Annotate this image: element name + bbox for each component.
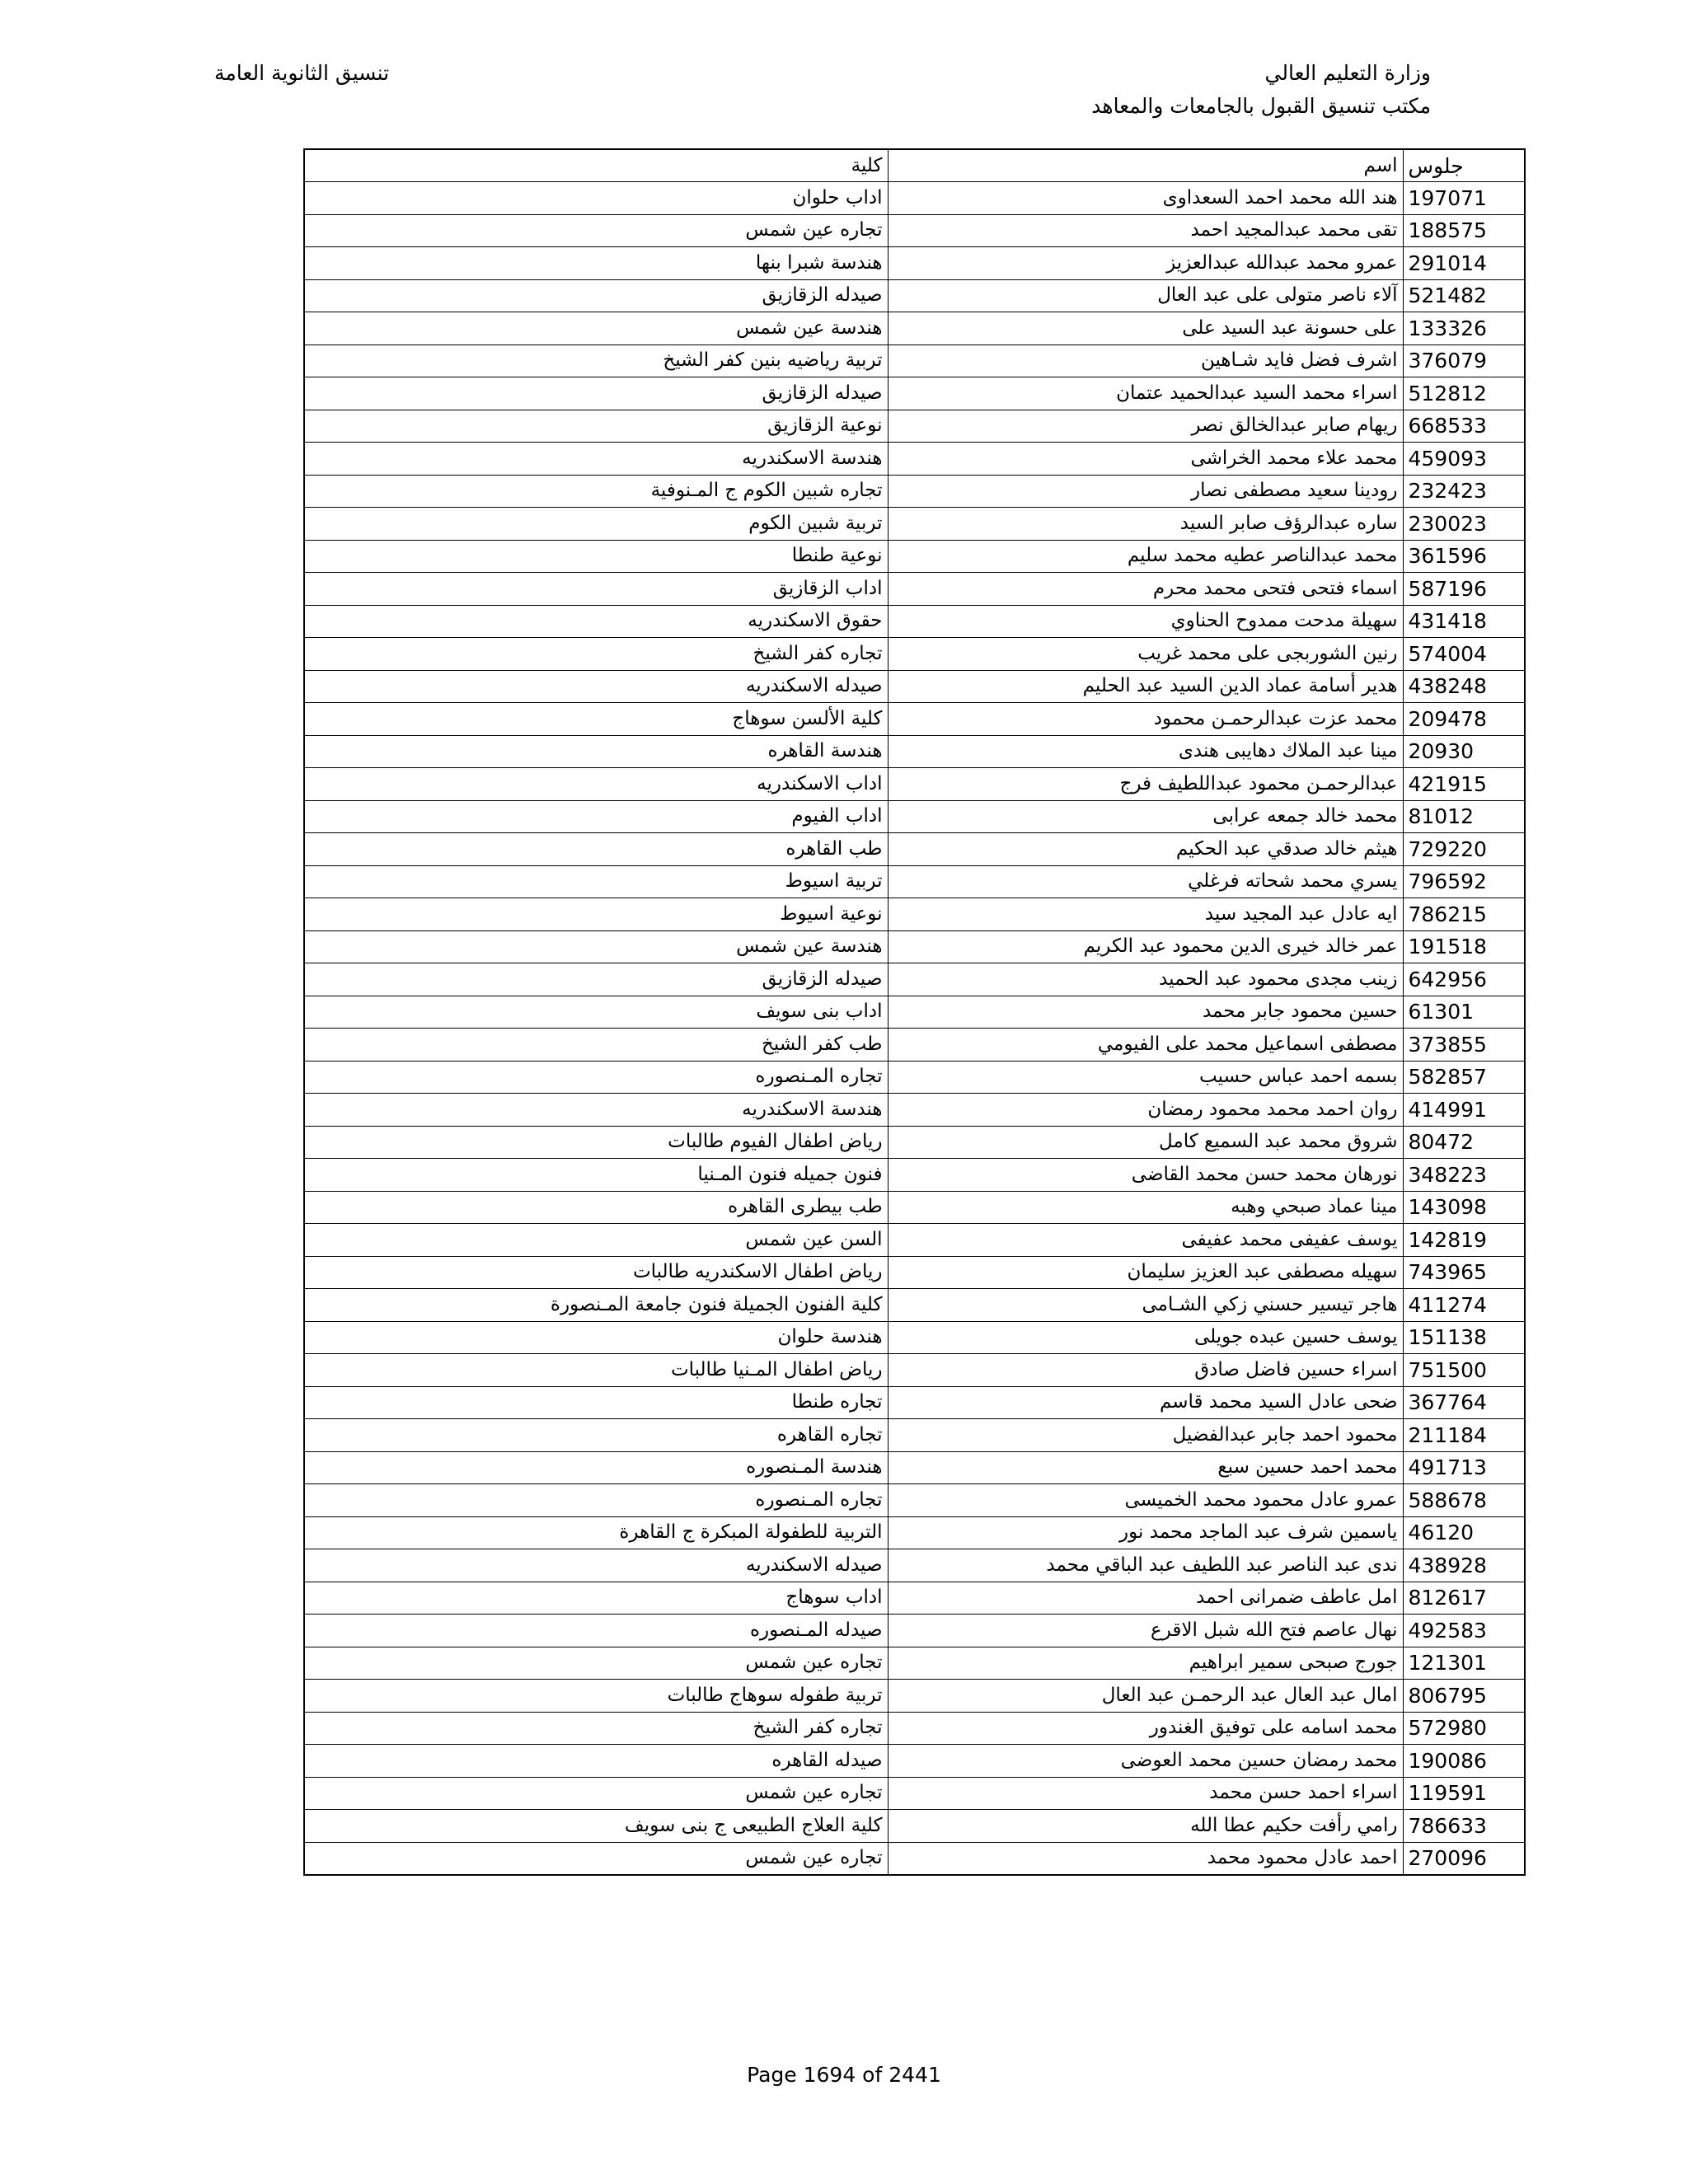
table-row: [304, 833, 1525, 866]
student-name-cell: محمد اسامه على توفيق الغندور: [888, 1712, 1403, 1745]
faculty-cell: اداب الزقازيق: [304, 573, 888, 606]
table-row: [304, 1680, 1525, 1713]
student-name-cell: مينا عبد الملاك دهايبى هندى: [888, 735, 1403, 768]
seat-number-cell: 61301: [1403, 996, 1525, 1029]
student-name-cell: ريهام صابر عبدالخالق نصر: [888, 410, 1403, 443]
seat-number-cell: 80472: [1403, 1126, 1525, 1159]
table-row: [304, 735, 1525, 768]
student-name-cell: ندى عبد الناصر عبد اللطيف عبد الباقي محمد: [888, 1549, 1403, 1582]
student-name-cell: نهال عاصم فتح الله شبل الاقرع: [888, 1615, 1403, 1647]
table-row: [304, 865, 1525, 898]
table-row: [304, 930, 1525, 963]
faculty-cell: كلية الفنون الجميلة فنون جامعة المـنصورة: [304, 1289, 888, 1322]
table-row: [304, 410, 1525, 443]
table-row: [304, 1386, 1525, 1419]
student-name-cell: ضحى عادل السيد محمد قاسم: [888, 1386, 1403, 1419]
table-row: [304, 1256, 1525, 1289]
table-row: [304, 768, 1525, 801]
coordination-title: تنسيق الثانوية العامة: [214, 61, 390, 85]
faculty-cell: تجاره طنطا: [304, 1386, 888, 1419]
student-name-cell: على حسونة عبد السيد على: [888, 312, 1403, 345]
faculty-cell: صيدله المـنصوره: [304, 1615, 888, 1647]
student-name-cell: يوسف حسين عبده جويلى: [888, 1321, 1403, 1354]
faculty-cell: التربية للطفولة المبكرة ج القاهرة: [304, 1516, 888, 1549]
table-row: [304, 1126, 1525, 1159]
table-row: [304, 1745, 1525, 1778]
table-row: [304, 1647, 1525, 1680]
seat-number-cell: 587196: [1403, 573, 1525, 606]
seat-number-cell: 751500: [1403, 1354, 1525, 1387]
faculty-cell: طب القاهره: [304, 833, 888, 866]
student-name-cell: يسري محمد شحاته فرغلي: [888, 865, 1403, 898]
student-name-cell: آلاء ناصر متولى على عبد العال: [888, 279, 1403, 312]
seat-number-cell: 291014: [1403, 247, 1525, 280]
seat-number-cell: 376079: [1403, 344, 1525, 377]
faculty-cell: نوعية الزقازيق: [304, 410, 888, 443]
table-row: [304, 1615, 1525, 1647]
table-row: [304, 1029, 1525, 1062]
table-row: [304, 1191, 1525, 1224]
seat-number-cell: 459093: [1403, 443, 1525, 476]
seat-number-cell: 151138: [1403, 1321, 1525, 1354]
page-number: Page 1694 of 2441: [747, 2063, 941, 2087]
student-name-cell: يوسف عفيفى محمد عفيفى: [888, 1224, 1403, 1257]
table-row: [304, 638, 1525, 671]
faculty-cell: تجاره شبين الكوم ج المـنوفية: [304, 475, 888, 508]
student-name-cell: اشرف فضل فايد شـاهين: [888, 344, 1403, 377]
student-name-cell: سهيله مصطفى عبد العزيز سليمان: [888, 1256, 1403, 1289]
table-row: [304, 443, 1525, 476]
seat-number-cell: 230023: [1403, 508, 1525, 541]
faculty-cell: تربية رياضيه بنين كفر الشيخ: [304, 344, 888, 377]
seat-number-cell: 46120: [1403, 1516, 1525, 1549]
student-name-cell: محمد احمد حسين سبع: [888, 1451, 1403, 1484]
seat-number-cell: 582857: [1403, 1061, 1525, 1094]
student-name-cell: بسمه احمد عباس حسيب: [888, 1061, 1403, 1094]
seat-number-cell: 232423: [1403, 475, 1525, 508]
faculty-cell: تجاره عين شمس: [304, 214, 888, 247]
student-name-cell: عمرو محمد عبدالله عبدالعزيز: [888, 247, 1403, 280]
table-row: [304, 508, 1525, 541]
faculty-cell: هندسة المـنصوره: [304, 1451, 888, 1484]
faculty-cell: هندسة الاسكندريه: [304, 1094, 888, 1127]
faculty-cell: اداب حلوان: [304, 182, 888, 215]
faculty-cell: نوعية اسيوط: [304, 898, 888, 931]
faculty-cell: صيدله الاسكندريه: [304, 670, 888, 703]
faculty-cell: تربية شبين الكوم: [304, 508, 888, 541]
seat-number-cell: 81012: [1403, 800, 1525, 833]
student-name-cell: روان احمد محمد محمود رمضان: [888, 1094, 1403, 1127]
seat-number-cell: 142819: [1403, 1224, 1525, 1257]
column-header-name: اسم: [888, 149, 1403, 182]
student-name-cell: مصطفى اسماعيل محمد على الفيومي: [888, 1029, 1403, 1062]
table-row: [304, 214, 1525, 247]
student-name-cell: عمرو عادل محمود محمد الخميسى: [888, 1484, 1403, 1517]
student-name-cell: عبدالرحمـن محمود عبداللطيف فرج: [888, 768, 1403, 801]
faculty-cell: صيدله الزقازيق: [304, 963, 888, 996]
student-name-cell: محمد خالد جمعه عرابى: [888, 800, 1403, 833]
faculty-cell: تجاره كفر الشيخ: [304, 638, 888, 671]
seat-number-cell: 743965: [1403, 1256, 1525, 1289]
faculty-cell: هندسة شبرا بنها: [304, 247, 888, 280]
seat-number-cell: 438928: [1403, 1549, 1525, 1582]
table-row: [304, 1549, 1525, 1582]
student-name-cell: جورج صبحى سمير ابراهيم: [888, 1647, 1403, 1680]
seat-number-cell: 588678: [1403, 1484, 1525, 1517]
student-name-cell: هيثم خالد صدقي عبد الحكيم: [888, 833, 1403, 866]
student-name-cell: شروق محمد عبد السميع كامل: [888, 1126, 1403, 1159]
seat-number-cell: 209478: [1403, 703, 1525, 736]
table-row: [304, 1842, 1525, 1875]
table-row: [304, 1419, 1525, 1452]
column-header-seat: جلوس: [1403, 149, 1525, 182]
student-name-cell: اسماء فتحى فتحى محمد محرم: [888, 573, 1403, 606]
seat-number-cell: 574004: [1403, 638, 1525, 671]
student-name-cell: مينا عماد صبحي وهبه: [888, 1191, 1403, 1224]
student-name-cell: رنين الشوربجى على محمد غريب: [888, 638, 1403, 671]
table-row: [304, 800, 1525, 833]
faculty-cell: تجاره المـنصوره: [304, 1484, 888, 1517]
student-name-cell: ياسمين شرف عبد الماجد محمد نور: [888, 1516, 1403, 1549]
table-row: [304, 1224, 1525, 1257]
table-row: [304, 1289, 1525, 1322]
seat-number-cell: 348223: [1403, 1159, 1525, 1192]
table-row: [304, 540, 1525, 573]
results-table: [303, 148, 1526, 1876]
seat-number-cell: 438248: [1403, 670, 1525, 703]
table-row: [304, 247, 1525, 280]
seat-number-cell: 191518: [1403, 930, 1525, 963]
seat-number-cell: 491713: [1403, 1451, 1525, 1484]
student-name-cell: محمد عزت عبدالرحمـن محمود: [888, 703, 1403, 736]
faculty-cell: اداب الاسكندريه: [304, 768, 888, 801]
student-name-cell: محمود احمد جابر عبدالفضيل: [888, 1419, 1403, 1452]
student-name-cell: رامي رأفت حكيم عطا الله: [888, 1810, 1403, 1843]
table-row: [304, 344, 1525, 377]
student-name-cell: هاجر تيسير حسني زكي الشـامى: [888, 1289, 1403, 1322]
faculty-cell: هندسة الاسكندريه: [304, 443, 888, 476]
seat-number-cell: 786633: [1403, 1810, 1525, 1843]
seat-number-cell: 373855: [1403, 1029, 1525, 1062]
faculty-cell: طب بيطرى القاهره: [304, 1191, 888, 1224]
student-name-cell: احمد عادل محمود محمد: [888, 1842, 1403, 1875]
student-name-cell: امال عبد العال عبد الرحمـن عبد العال: [888, 1680, 1403, 1713]
table-row: [304, 1810, 1525, 1843]
table-row: [304, 1582, 1525, 1615]
table-row: [304, 1484, 1525, 1517]
faculty-cell: صيدله الاسكندريه: [304, 1549, 888, 1582]
column-header-faculty: كلية: [304, 149, 888, 182]
faculty-cell: هندسة عين شمس: [304, 930, 888, 963]
faculty-cell: تجاره المـنصوره: [304, 1061, 888, 1094]
faculty-cell: رياض اطفال الاسكندريه طالبات: [304, 1256, 888, 1289]
student-name-cell: هند الله محمد احمد السعداوى: [888, 182, 1403, 215]
table-row: [304, 1712, 1525, 1745]
table-row: [304, 703, 1525, 736]
table-row: [304, 279, 1525, 312]
table-row: [304, 605, 1525, 638]
seat-number-cell: 521482: [1403, 279, 1525, 312]
seat-number-cell: 361596: [1403, 540, 1525, 573]
student-name-cell: محمد علاء محمد الخراشى: [888, 443, 1403, 476]
student-name-cell: امل عاطف ضمرانى احمد: [888, 1582, 1403, 1615]
table-row: [304, 1516, 1525, 1549]
table-header-row: [304, 149, 1525, 182]
seat-number-cell: 121301: [1403, 1647, 1525, 1680]
seat-number-cell: 211184: [1403, 1419, 1525, 1452]
seat-number-cell: 806795: [1403, 1680, 1525, 1713]
faculty-cell: تجاره القاهره: [304, 1419, 888, 1452]
table-row: [304, 1354, 1525, 1387]
seat-number-cell: 668533: [1403, 410, 1525, 443]
student-name-cell: ساره عبدالرؤف صابر السيد: [888, 508, 1403, 541]
seat-number-cell: 492583: [1403, 1615, 1525, 1647]
seat-number-cell: 197071: [1403, 182, 1525, 215]
faculty-cell: رياض اطفال المـنيا طالبات: [304, 1354, 888, 1387]
seat-number-cell: 133326: [1403, 312, 1525, 345]
student-name-cell: تقى محمد عبدالمجيد احمد: [888, 214, 1403, 247]
seat-number-cell: 786215: [1403, 898, 1525, 931]
seat-number-cell: 414991: [1403, 1094, 1525, 1127]
seat-number-cell: 512812: [1403, 377, 1525, 410]
student-name-cell: رودينا سعيد مصطفى نصار: [888, 475, 1403, 508]
faculty-cell: اداب الفيوم: [304, 800, 888, 833]
student-name-cell: اسراء محمد السيد عبدالحميد عتمان: [888, 377, 1403, 410]
faculty-cell: تجاره عين شمس: [304, 1842, 888, 1875]
seat-number-cell: 812617: [1403, 1582, 1525, 1615]
seat-number-cell: 188575: [1403, 214, 1525, 247]
faculty-cell: رياض اطفال الفيوم طالبات: [304, 1126, 888, 1159]
faculty-cell: طب كفر الشيخ: [304, 1029, 888, 1062]
seat-number-cell: 572980: [1403, 1712, 1525, 1745]
faculty-cell: تجاره عين شمس: [304, 1777, 888, 1810]
faculty-cell: هندسة حلوان: [304, 1321, 888, 1354]
seat-number-cell: 367764: [1403, 1386, 1525, 1419]
seat-number-cell: 143098: [1403, 1191, 1525, 1224]
table-row: [304, 475, 1525, 508]
student-name-cell: محمد عبدالناصر عطيه محمد سليم: [888, 540, 1403, 573]
seat-number-cell: 20930: [1403, 735, 1525, 768]
faculty-cell: هندسة عين شمس: [304, 312, 888, 345]
faculty-cell: تجاره كفر الشيخ: [304, 1712, 888, 1745]
faculty-cell: صيدله القاهره: [304, 1745, 888, 1778]
seat-number-cell: 729220: [1403, 833, 1525, 866]
faculty-cell: نوعية طنطا: [304, 540, 888, 573]
table-row: [304, 1061, 1525, 1094]
table-row: [304, 312, 1525, 345]
table-row: [304, 1451, 1525, 1484]
faculty-cell: حقوق الاسكندريه: [304, 605, 888, 638]
table-row: [304, 377, 1525, 410]
student-name-cell: حسين محمود جابر محمد: [888, 996, 1403, 1029]
seat-number-cell: 431418: [1403, 605, 1525, 638]
student-name-cell: محمد رمضان حسين محمد العوضى: [888, 1745, 1403, 1778]
student-name-cell: اسراء احمد حسن محمد: [888, 1777, 1403, 1810]
faculty-cell: صيدله الزقازيق: [304, 279, 888, 312]
faculty-cell: تجاره عين شمس: [304, 1647, 888, 1680]
table-row: [304, 1777, 1525, 1810]
student-name-cell: ايه عادل عبد المجيد سيد: [888, 898, 1403, 931]
seat-number-cell: 642956: [1403, 963, 1525, 996]
seat-number-cell: 270096: [1403, 1842, 1525, 1875]
table-row: [304, 963, 1525, 996]
faculty-cell: اداب سوهاج: [304, 1582, 888, 1615]
faculty-cell: اداب بنى سويف: [304, 996, 888, 1029]
office-title: مكتب تنسيق القبول بالجامعات والمعاهد: [1091, 94, 1431, 118]
table-row: [304, 996, 1525, 1029]
faculty-cell: تربية اسيوط: [304, 865, 888, 898]
faculty-cell: كلية العلاج الطبيعى ج بنى سويف: [304, 1810, 888, 1843]
table-row: [304, 573, 1525, 606]
faculty-cell: كلية الألسن سوهاج: [304, 703, 888, 736]
faculty-cell: هندسة القاهره: [304, 735, 888, 768]
seat-number-cell: 421915: [1403, 768, 1525, 801]
seat-number-cell: 190086: [1403, 1745, 1525, 1778]
student-name-cell: هدير أسامة عماد الدين السيد عبد الحليم: [888, 670, 1403, 703]
table-row: [304, 1159, 1525, 1192]
table-row: [304, 898, 1525, 931]
student-name-cell: زينب مجدى محمود عبد الحميد: [888, 963, 1403, 996]
table-row: [304, 670, 1525, 703]
ministry-title: وزارة التعليم العالي: [1264, 61, 1431, 85]
student-name-cell: نورهان محمد حسن محمد القاضى: [888, 1159, 1403, 1192]
student-name-cell: عمر خالد خيرى الدين محمود عبد الكريم: [888, 930, 1403, 963]
faculty-cell: صيدله الزقازيق: [304, 377, 888, 410]
seat-number-cell: 411274: [1403, 1289, 1525, 1322]
faculty-cell: فنون جميله فنون المـنيا: [304, 1159, 888, 1192]
faculty-cell: السن عين شمس: [304, 1224, 888, 1257]
seat-number-cell: 119591: [1403, 1777, 1525, 1810]
student-name-cell: سهيلة مدحت ممدوح الحناوي: [888, 605, 1403, 638]
table-row: [304, 182, 1525, 215]
table-row: [304, 1094, 1525, 1127]
table-row: [304, 1321, 1525, 1354]
faculty-cell: تربية طفوله سوهاج طالبات: [304, 1680, 888, 1713]
seat-number-cell: 796592: [1403, 865, 1525, 898]
student-name-cell: اسراء حسين فاضل صادق: [888, 1354, 1403, 1387]
